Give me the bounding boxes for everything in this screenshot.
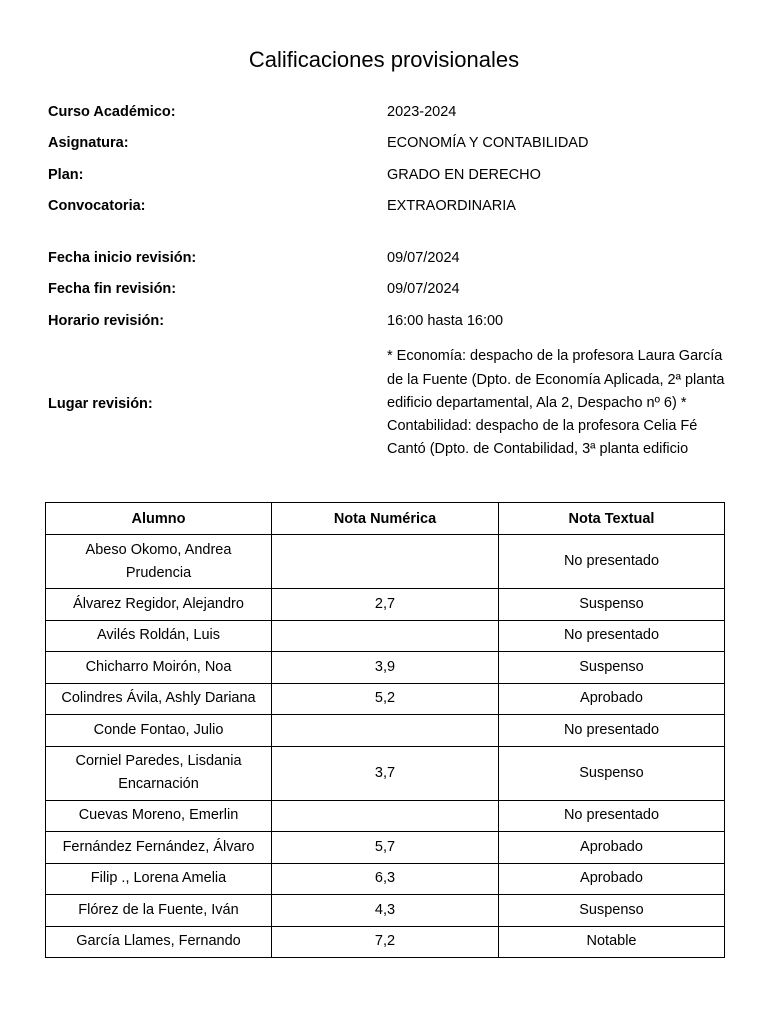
cell-nota: 7,2 [272, 926, 499, 958]
cell-textual: Aprobado [499, 863, 725, 895]
table-row [46, 895, 725, 927]
column-header-alumno: Alumno [46, 503, 272, 535]
cell-nota [272, 800, 499, 832]
meta-row-fecha-fin [48, 274, 728, 306]
meta-value: EXTRAORDINARIA [387, 198, 516, 215]
cell-textual: Suspenso [499, 652, 725, 684]
cell-textual: Suspenso [499, 589, 725, 621]
table-row [46, 652, 725, 684]
cell-nota: 5,7 [272, 832, 499, 864]
meta-value: 09/07/2024 [387, 249, 460, 266]
cell-alumno: Corniel Paredes, Lisdania Encarnación [46, 746, 272, 800]
meta-row-curso [48, 96, 728, 128]
cell-textual: No presentado [499, 800, 725, 832]
meta-value: ECONOMÍA Y CONTABILIDAD [387, 135, 589, 152]
cell-nota [272, 620, 499, 652]
meta-value: 16:00 hasta 16:00 [387, 312, 504, 329]
meta-label: Curso Académico: [48, 103, 176, 120]
table-row [46, 535, 725, 589]
cell-nota [272, 535, 499, 589]
meta-row-lugar [48, 337, 728, 471]
cell-nota: 3,9 [272, 652, 499, 684]
cell-textual: Suspenso [499, 895, 725, 927]
table-row [46, 715, 725, 747]
meta-value: 09/07/2024 [387, 281, 460, 298]
meta-label: Asignatura: [48, 135, 129, 152]
cell-alumno: Avilés Roldán, Luis [46, 620, 272, 652]
cell-textual: Aprobado [499, 683, 725, 715]
table-row [46, 746, 725, 800]
cell-nota: 3,7 [272, 746, 499, 800]
cell-textual: Aprobado [499, 832, 725, 864]
meta-label: Fecha fin revisión: [48, 281, 177, 298]
meta-label: Fecha inicio revisión: [48, 249, 197, 266]
grades-table [45, 502, 725, 958]
table-row [46, 683, 725, 715]
table-row [46, 926, 725, 958]
cell-textual: No presentado [499, 715, 725, 747]
table-row [46, 832, 725, 864]
cell-alumno: Conde Fontao, Julio [46, 715, 272, 747]
course-info [48, 96, 728, 471]
cell-nota: 5,2 [272, 683, 499, 715]
page-title: Calificaciones provisionales [248, 47, 520, 72]
cell-alumno: García Llames, Fernando [46, 926, 272, 958]
table-header-row [46, 503, 725, 535]
cell-textual: No presentado [499, 620, 725, 652]
meta-row-horario [48, 305, 728, 337]
cell-alumno: Cuevas Moreno, Emerlin [46, 800, 272, 832]
meta-value: * Economía: despacho de la profesora Laura García de la Fuente (Dpto. de Economía Aplicada, 2ª planta edificio departamental, Ala 2, Despacho nº 6) * Contabilidad: despacho de la profesora Celia Fé Cantó (Dpto. de Contabilidad, 3ª planta edificio [387, 348, 725, 458]
cell-nota: 6,3 [272, 863, 499, 895]
meta-value: 2023-2024 [387, 103, 457, 120]
cell-alumno: Flórez de la Fuente, Iván [46, 895, 272, 927]
cell-nota: 2,7 [272, 589, 499, 621]
cell-alumno: Chicharro Moirón, Noa [46, 652, 272, 684]
table-row [46, 620, 725, 652]
meta-label: Plan: [48, 166, 84, 183]
table-row [46, 589, 725, 621]
meta-row-fecha-inicio [48, 242, 728, 274]
cell-alumno: Colindres Ávila, Ashly Dariana [46, 683, 272, 715]
column-header-nota-numerica: Nota Numérica [272, 503, 499, 535]
cell-nota [272, 715, 499, 747]
cell-alumno: Filip ., Lorena Amelia [46, 863, 272, 895]
cell-alumno: Abeso Okomo, Andrea Prudencia [46, 535, 272, 589]
column-header-nota-textual: Nota Textual [499, 503, 725, 535]
table-row [46, 863, 725, 895]
meta-label: Lugar revisión: [48, 395, 153, 412]
cell-nota: 4,3 [272, 895, 499, 927]
meta-label: Horario revisión: [48, 312, 165, 329]
meta-value: GRADO EN DERECHO [387, 166, 541, 183]
table-row [46, 800, 725, 832]
meta-label: Convocatoria: [48, 198, 146, 215]
cell-textual: Suspenso [499, 746, 725, 800]
cell-alumno: Fernández Fernández, Álvaro [46, 832, 272, 864]
meta-row-asignatura [48, 128, 728, 160]
meta-row-plan [48, 159, 728, 191]
cell-alumno: Álvarez Regidor, Alejandro [46, 589, 272, 621]
cell-textual: Notable [499, 926, 725, 958]
meta-row-convocatoria [48, 191, 728, 223]
cell-textual: No presentado [499, 535, 725, 589]
